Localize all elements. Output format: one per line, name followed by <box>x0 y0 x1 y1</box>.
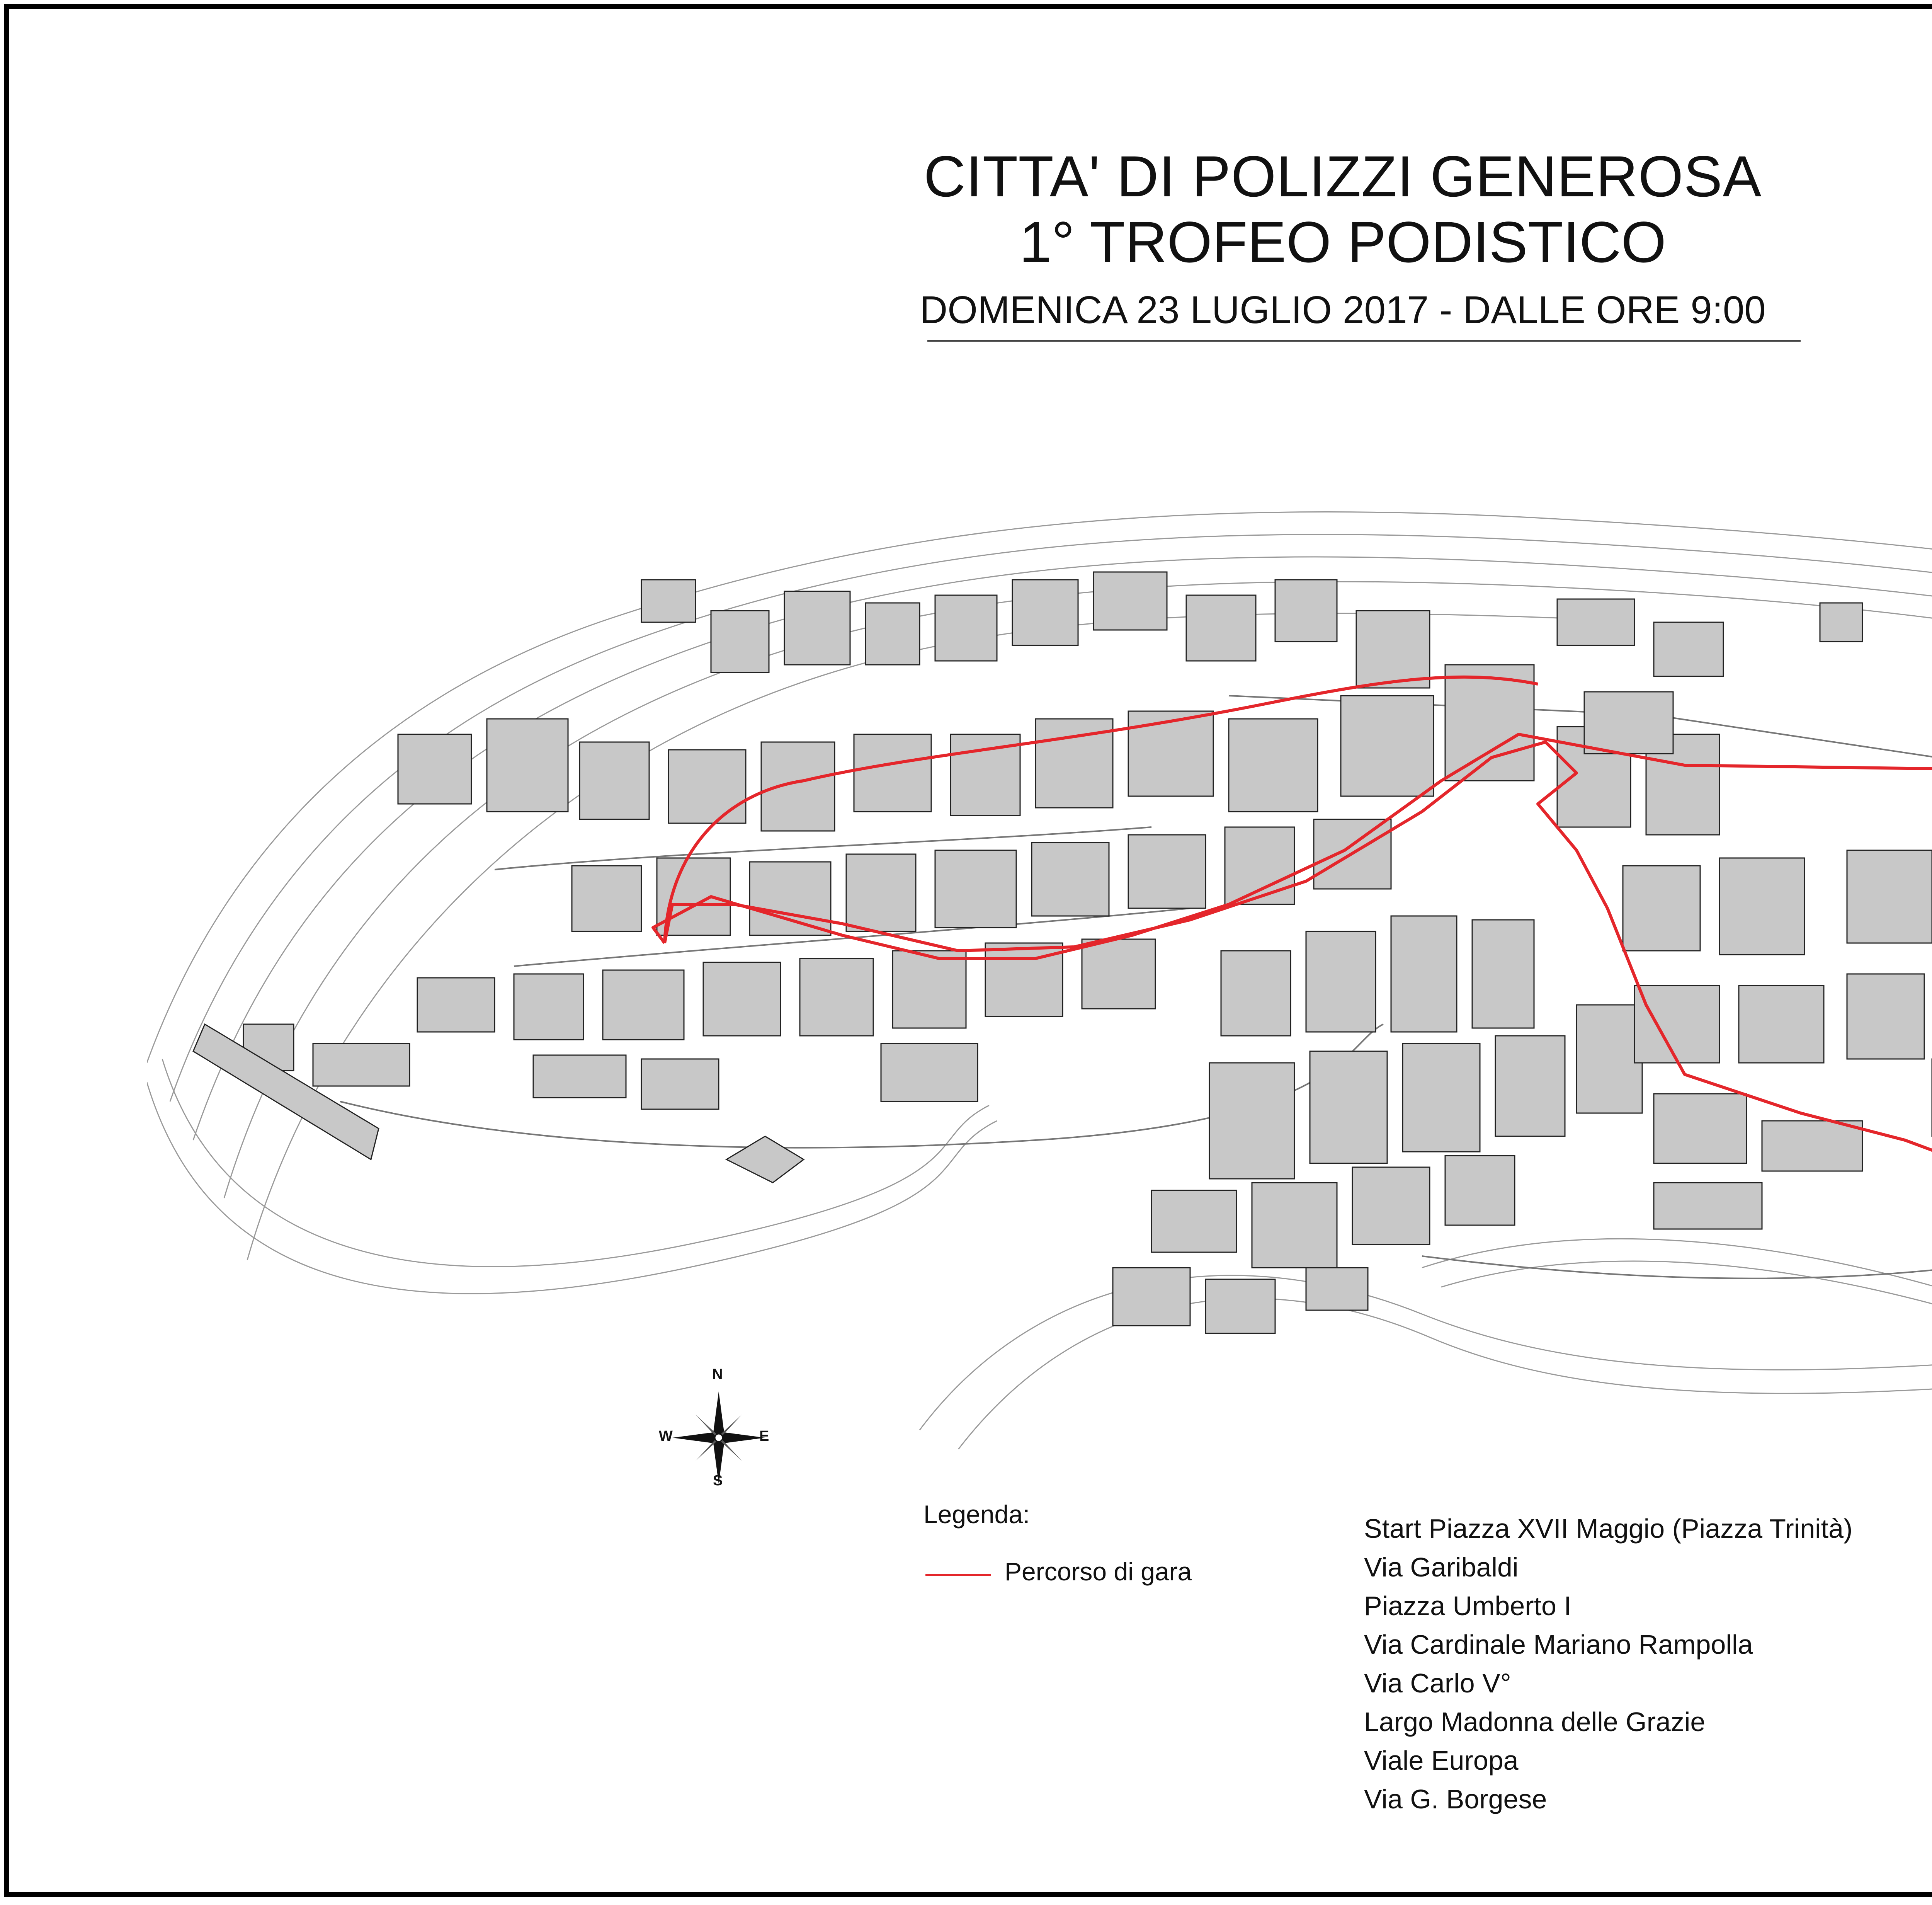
route-stop: Piazza Umberto I <box>1364 1591 1571 1621</box>
title-line-1: CITTA' DI POLIZZI GENEROSA <box>923 144 1762 209</box>
legend-route-label: Percorso di gara <box>1005 1557 1192 1586</box>
compass-south-label: S <box>713 1473 723 1489</box>
legend-route-swatch <box>925 1574 991 1576</box>
title-line-2: 1° TROFEO PODISTICO <box>1019 209 1667 274</box>
route-stop: Largo Madonna delle Grazie <box>1364 1707 1706 1737</box>
compass-east-label: E <box>759 1428 769 1444</box>
compass-west-label: W <box>659 1428 673 1444</box>
town-map[interactable] <box>147 502 1932 1449</box>
subtitle: DOMENICA 23 LUGLIO 2017 - DALLE ORE 9:00 <box>920 288 1766 332</box>
route-list-column-1 <box>1364 1509 1852 1818</box>
route-stop: Start Piazza XVII Maggio (Piazza Trinità) <box>1364 1513 1853 1544</box>
route-stop: Viale Europa <box>1364 1745 1519 1776</box>
route-stop: Via Cardinale Mariano Rampolla <box>1364 1629 1753 1660</box>
compass-north-label: N <box>712 1366 723 1382</box>
building-blocks <box>193 572 1932 1391</box>
route-stop: Via G. Borgese <box>1364 1784 1547 1814</box>
route-stop: Via Carlo V° <box>1364 1668 1511 1698</box>
title-underline <box>927 340 1801 342</box>
legend-title: Legenda: <box>923 1500 1030 1529</box>
route-stop: Via Garibaldi <box>1364 1552 1519 1582</box>
